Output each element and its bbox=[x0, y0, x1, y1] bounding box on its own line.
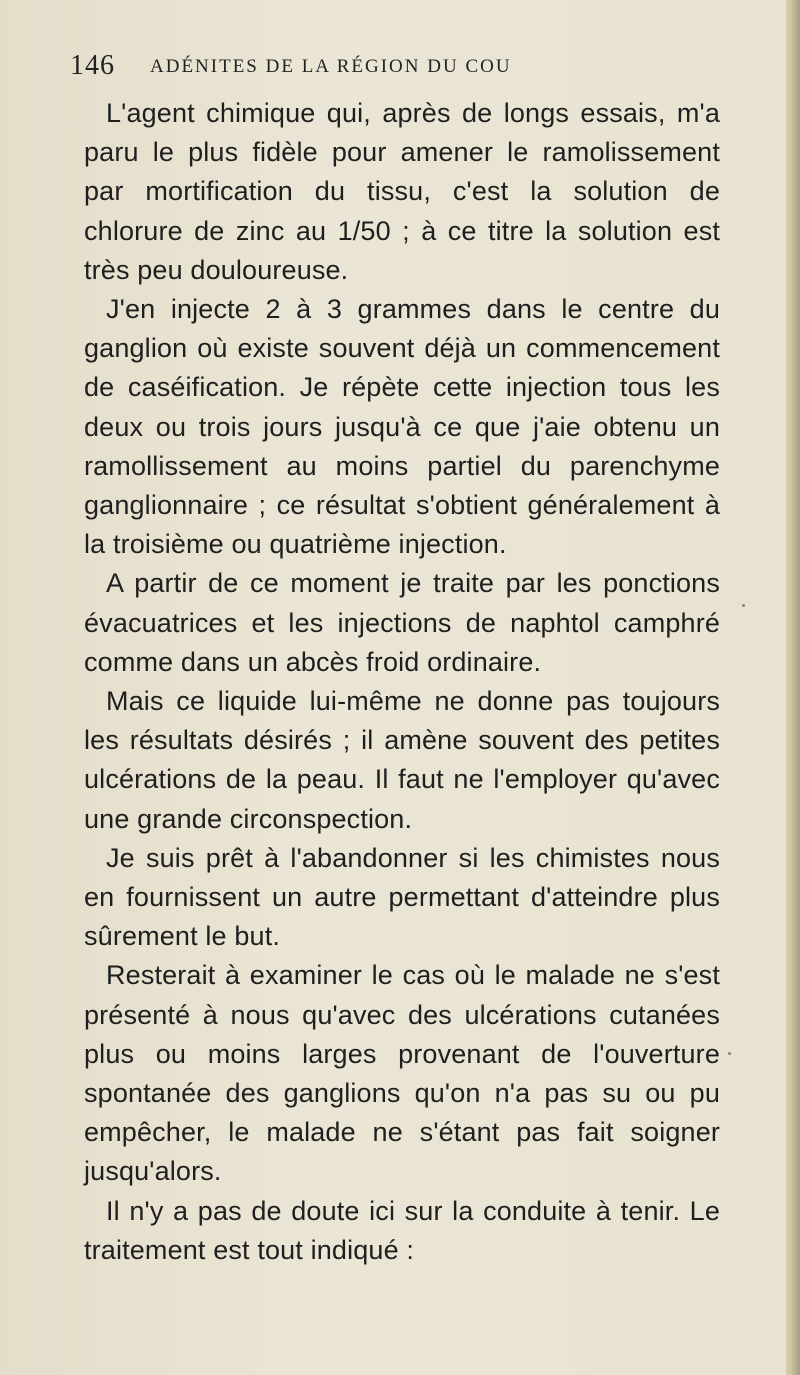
page-edge bbox=[786, 0, 800, 1375]
paragraph-4: Mais ce liquide lui-même ne donne pas toujours les résultats désirés ; il amène souvent des petites ulcérations de la peau. Il faut ne l'employer qu'avec une grande circonspection. bbox=[84, 686, 720, 834]
paragraph-7: Il n'y a pas de doute ici sur la conduite à tenir. Le traitement est tout indiqué : bbox=[84, 1195, 720, 1265]
body-text bbox=[84, 94, 720, 1270]
ink-speck bbox=[728, 1052, 731, 1055]
running-title: ADÉNITES DE LA RÉGION DU COU bbox=[150, 56, 512, 77]
paragraph-6: Resterait à examiner le cas où le malade ne s'est présenté à nous qu'avec des ulcérations cutanées plus ou moins larges provenant de l'ouverture spontanée des ganglions qu'on n'a pas su ou pu empêcher, le malade ne s'étant pas fait soigner jusqu'alors. bbox=[84, 960, 720, 1187]
page-header bbox=[70, 50, 770, 90]
paragraph-3: A partir de ce moment je traite par les ponctions évacuatrices et les injections de naphtol camphré comme dans un abcès froid ordinaire. bbox=[84, 568, 720, 677]
page-number: 146 bbox=[70, 50, 115, 81]
paragraph-2: J'en injecte 2 à 3 grammes dans le centre du ganglion où existe souvent déjà un commencement de caséification. Je répète cette injection tous les deux ou trois jours jusqu'à ce que j'aie obtenu un ramollissement au moins partiel du parenchyme ganglionnaire ; ce résultat s'obtient généralement à la troisième ou quatrième injection. bbox=[84, 294, 720, 560]
paragraph-1: L'agent chimique qui, après de longs essais, m'a paru le plus fidèle pour amener le ramolissement par mortification du tissu, c'est la solution de chlorure de zinc au 1/50 ; à ce titre la solution est très peu douloureuse. bbox=[84, 98, 720, 285]
paragraph-5: Je suis prêt à l'abandonner si les chimistes nous en fournissent un autre permettant d'atteindre plus sûrement le but. bbox=[84, 842, 720, 952]
ink-speck bbox=[742, 604, 745, 607]
